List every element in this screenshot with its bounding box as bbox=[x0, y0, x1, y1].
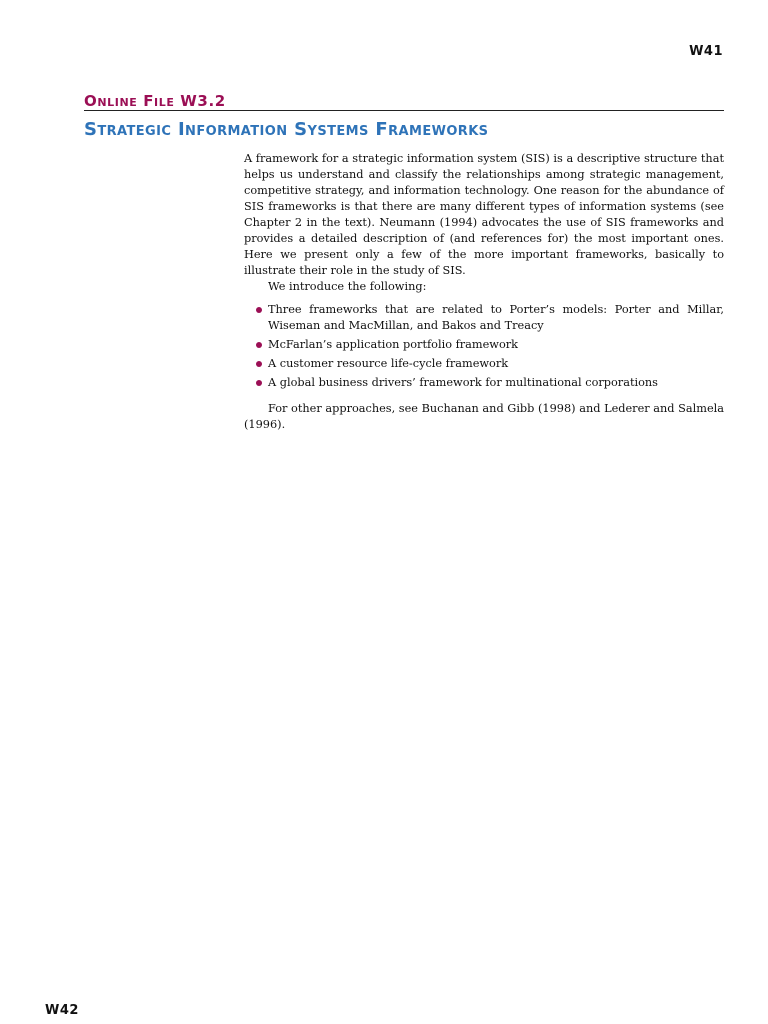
introduce-line: We introduce the following: bbox=[268, 280, 427, 293]
list-item-text: A customer resource life-cycle framework bbox=[268, 357, 509, 370]
bullet-icon bbox=[256, 307, 262, 313]
bullet-icon bbox=[256, 361, 262, 367]
closing-paragraph: For other approaches, see Buchanan and Gibb (1998) and Lederer and Salmela (1996). bbox=[244, 402, 724, 431]
section-title: Strategic Information Systems Frameworks bbox=[84, 119, 489, 140]
list-item bbox=[244, 356, 724, 372]
list-item-text: Three frameworks that are related to Porter’s models: Porter and Millar, Wiseman and MacMillan, and Bakos and Treacy bbox=[268, 303, 724, 332]
list-item bbox=[244, 375, 724, 391]
list-item-text: McFarlan’s application portfolio framework bbox=[268, 338, 519, 351]
header-rule bbox=[84, 110, 724, 111]
page-number-top: W41 bbox=[689, 44, 723, 59]
list-item-text: A global business drivers’ framework for multinational corporations bbox=[268, 376, 658, 389]
list-item bbox=[244, 337, 724, 353]
body-text bbox=[244, 151, 724, 433]
framework-list bbox=[244, 302, 724, 391]
bullet-icon bbox=[256, 342, 262, 348]
intro-paragraph: A framework for a strategic information system (SIS) is a descriptive structure that helps us understand and classify the relationships among strategic management, competitive strategy, and information technology. One reason for the abundance of SIS frameworks is that there are many different types of information systems (see Chapter 2 in the text). Neumann (1994) advocates the use of SIS frameworks and provides a detailed description of (and references for) the most important ones. Here we present only a few of the more important frameworks, basically to illustrate their role in the study of SIS. bbox=[244, 152, 724, 277]
bullet-icon bbox=[256, 380, 262, 386]
page-number-bottom: W42 bbox=[45, 1003, 79, 1018]
list-item bbox=[244, 302, 724, 334]
online-file-label: Online File W3.2 bbox=[84, 92, 226, 110]
